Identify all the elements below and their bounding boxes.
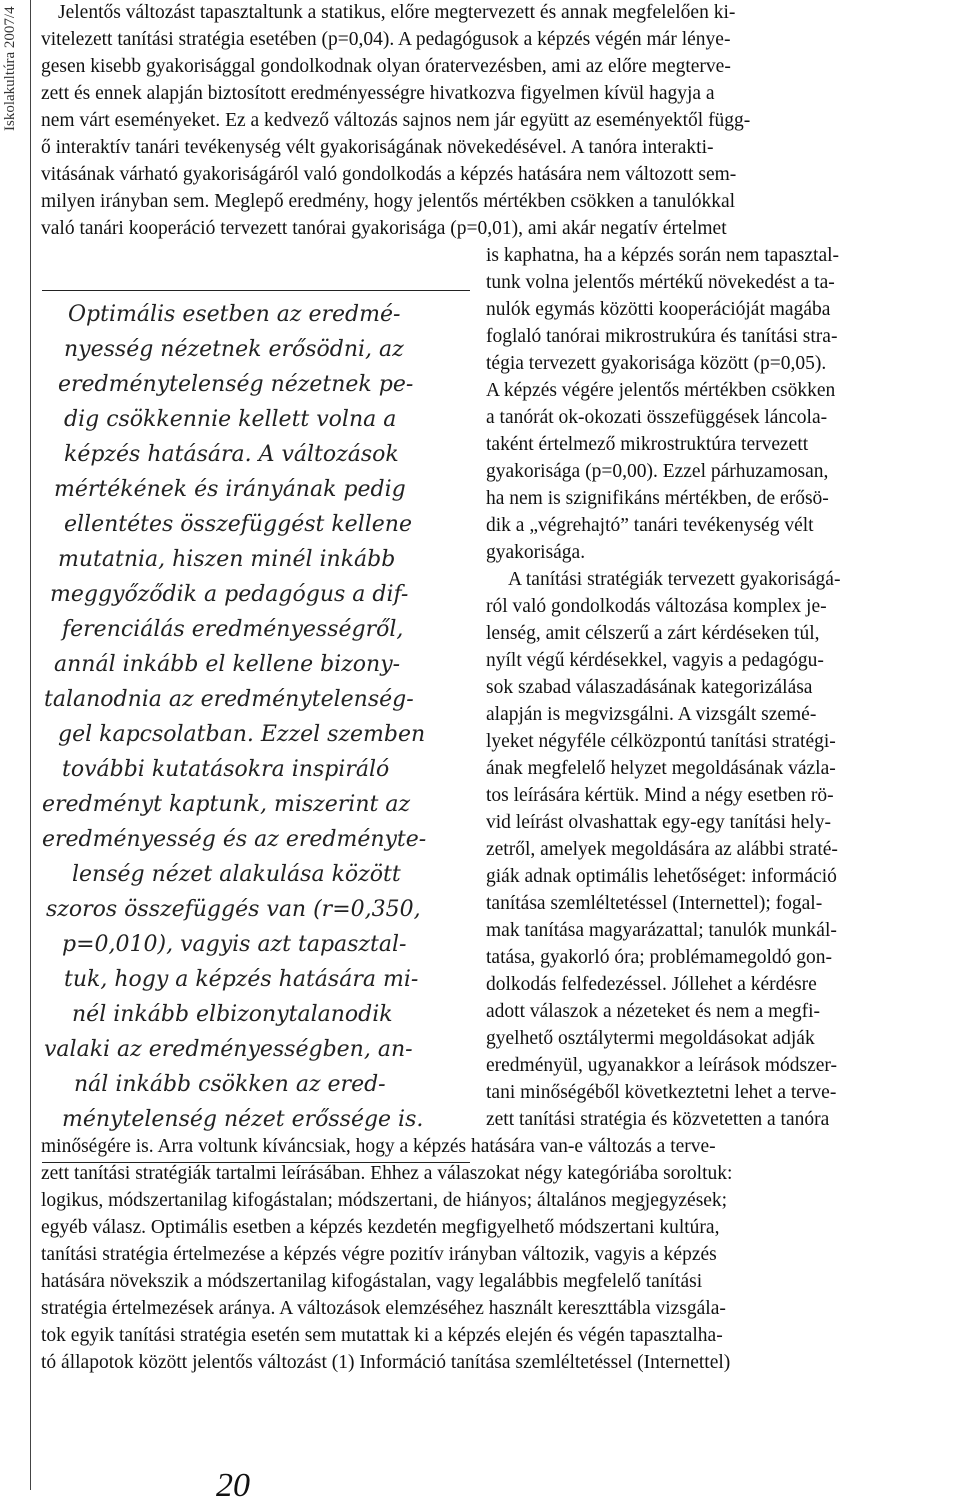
text-line: lenség, amit célszerű a zárt kérdéseken túl, [486, 623, 820, 644]
text-line: dolkodás felfedezéssel. Jóllehet a kérdésre [486, 974, 817, 995]
pull-quote-line: szoros összefüggés van (r=0,350, [46, 897, 421, 922]
pull-quote-line: gel kapcsolatban. Ezzel szemben [58, 722, 426, 747]
text-line: vid leírást olvashattak egy-egy tanítási hely- [486, 812, 831, 833]
text-line: zetről, amelyek megoldására az alábbi straté- [486, 839, 838, 860]
text-line: való tanári kooperáció tervezett tanórai gyakorisága (p=0,01), ami akár negatív értelmet [41, 218, 727, 239]
text-line: eredményül, ugyanakkor a leírások módszer- [486, 1055, 838, 1076]
pull-quote-line: eredménytelenség nézetnek pe- [58, 372, 414, 397]
text-line: mak tanítása magyarázattal; tanulók munkál- [486, 920, 837, 941]
pull-quote-line: nál inkább csökken az ered- [74, 1072, 386, 1097]
pull-quote-line: dig csökkennie kellett volna a [64, 407, 397, 432]
pull-quote-line: tuk, hogy a képzés hatására mi- [64, 967, 419, 992]
pull-quote-line: ferenciálás eredményességről, [62, 617, 404, 642]
text-line: Jelentős változást tapasztaltunk a statikus, előre megtervezett és annak megfelelően ki- [58, 2, 736, 23]
text-line: zett tanítási stratégiák tartalmi leírásában. Ehhez a válaszokat négy kategóriába soroltuk: [41, 1163, 733, 1184]
text-line: is kaphatna, ha a képzés során nem tapasztal- [486, 245, 840, 266]
pull-quote-top-rule [42, 290, 470, 291]
pull-quote-line: lenség nézet alakulása között [72, 862, 401, 887]
text-line: a tanórát ok-okozati összefüggések láncola- [486, 407, 828, 428]
text-line: nyílt végű kérdésekkel, vagyis a pedagógu- [486, 650, 824, 671]
text-line: gesen kisebb gyakorisággal gondolkodnak olyan óratervezésben, ami az előre megterve- [41, 56, 731, 77]
text-line: sok szabad válaszadásának kategorizálása [486, 677, 813, 698]
text-line: tanítása szemléltetéssel (Internettel); fogal- [486, 893, 823, 914]
pull-quote-line: eredményt kaptunk, miszerint az [42, 792, 411, 817]
text-line: milyen irányban sem. Meglepő eredmény, hogy jelentős mértékben csökken a tanulókkal [41, 191, 736, 212]
text-line: taként értelmező mikrostruktúra tervezett [486, 434, 809, 455]
text-line: tatása, gyakorló óra; problémamegoldó gon- [486, 947, 833, 968]
text-line: lyeket négyféle célközpontú tanítási stratégi- [486, 731, 836, 752]
text-line: tanítási stratégia értelmezése a képzés végre pozitív irányban változik, vagyis a képzés [41, 1244, 717, 1265]
text-line: A tanítási stratégiák tervezett gyakoriságá- [508, 569, 841, 590]
pull-quote-line: annál inkább el kellene bizony- [54, 652, 401, 677]
text-line: tani minőségéből következtetni lehet a terve- [486, 1082, 837, 1103]
pull-quote-line: talanodnia az eredménytelenség- [44, 687, 414, 712]
text-line: zett és ennek alapján biztosított eredményességre hivatkozva figyelmen kívül hagyja a [41, 83, 715, 104]
text-line: giák adnak optimális lehetőséget: információ [486, 866, 837, 887]
text-line: tunk volna jelentős mértékű növekedést a ta- [486, 272, 835, 293]
text-line: vitásának várható gyakoriságáról való gondolkodás a képzés hatására nem változott sem- [41, 164, 737, 185]
text-line: stratégia értelmezések aránya. A változások elemzéséhez használt kereszttábla vizsgála- [41, 1298, 726, 1319]
text-line: foglaló tanórai mikrostrukúra és tanítási stra- [486, 326, 838, 347]
pull-quote-line: nél inkább elbizonytalanodik [72, 1002, 393, 1027]
text-line: adott válaszok a nézeteket és nem a megfi- [486, 1001, 821, 1022]
text-line: minőségére is. Arra voltunk kíváncsiak, hogy a képzés hatására van-e változás a terve- [41, 1136, 716, 1157]
pull-quote-line: mértékének és irányának pedig [54, 477, 406, 502]
text-line: tos leírására kértük. Mind a négy esetben rö- [486, 785, 834, 806]
text-line: logikus, módszertanilag kifogástalan; módszertani, de hiányos; általános megjegyzések; [41, 1190, 728, 1211]
text-line: zett tanítási stratégia és közvetetten a tanóra [486, 1109, 830, 1130]
journal-label: Iskolakultúra 2007/4 [2, 6, 18, 131]
text-line: A képzés végére jelentős mértékben csökken [486, 380, 836, 401]
text-line: gyakorisága. [486, 542, 586, 563]
pull-quote-line: valaki az eredményességben, an- [44, 1037, 413, 1062]
text-line: dik a „végrehajtó” tanári tevékenység vélt [486, 515, 814, 536]
text-line: tok egyik tanítási stratégia esetén sem mutattak ki a képzés elején és végén tapasztalha- [41, 1325, 723, 1346]
pull-quote-line: további kutatásokra inspiráló [62, 757, 390, 782]
text-line: ának megfelelő helyzet megoldásának vázla- [486, 758, 836, 779]
pull-quote-line: nyesség nézetnek erősödni, az [64, 337, 404, 362]
text-line: ő interaktív tanári tevékenység vélt gyakoriságának növekedésével. A tanóra interakti- [41, 137, 714, 158]
page-number: 20 [216, 1467, 250, 1504]
text-line: vitelezett tanítási stratégia esetében (p=0,04). A pedagógusok a képzés végén már lénye- [41, 29, 731, 50]
pull-quote-line: p=0,010), vagyis azt tapasztal- [62, 932, 407, 957]
text-line: egyéb válasz. Optimális esetben a képzés kezdetén megfigyelhető módszertani kultúra, [41, 1217, 720, 1238]
text-line: tó állapotok között jelentős változást (1) Információ tanítása szemléltetéssel (Internettel) [41, 1352, 731, 1373]
pull-quote-line: meggyőződik a pedagógus a dif- [50, 582, 409, 607]
text-line: alapján is megvizsgálni. A vizsgált szemé- [486, 704, 817, 725]
text-line: nulók egymás közötti kooperációját magába [486, 299, 831, 320]
text-line: gyelhető osztálytermi megoldásokat adják [486, 1028, 815, 1049]
text-line: nem várt eseményeket. Ez a kedvező változás sajnos nem jár együtt az eseményektől függ- [41, 110, 751, 131]
text-line: hatására növekszik a módszertanilag kifogástalan, vagy legalábbis megfelelő tanítási [41, 1271, 703, 1292]
pull-quote-line: ménytelenség nézet erőssége is. [62, 1107, 424, 1132]
pull-quote-line: képzés hatására. A változások [64, 442, 399, 467]
text-line: ról való gondolkodás változása komplex je- [486, 596, 827, 617]
pull-quote-line: eredményesség és az eredményte- [42, 827, 427, 852]
sidebar [0, 0, 31, 1490]
pull-quote-line: Optimális esetben az eredmé- [68, 302, 401, 327]
pull-quote-line: mutatnia, hiszen minél inkább [58, 547, 396, 572]
text-line: ha nem is szignifikáns mértékben, de erősö- [486, 488, 829, 509]
pull-quote-line: ellentétes összefüggést kellene [64, 512, 412, 537]
text-line: gyakorisága (p=0,00). Ezzel párhuzamosan, [486, 461, 829, 482]
text-line: tégia tervezett gyakorisága között (p=0,05). [486, 353, 827, 374]
